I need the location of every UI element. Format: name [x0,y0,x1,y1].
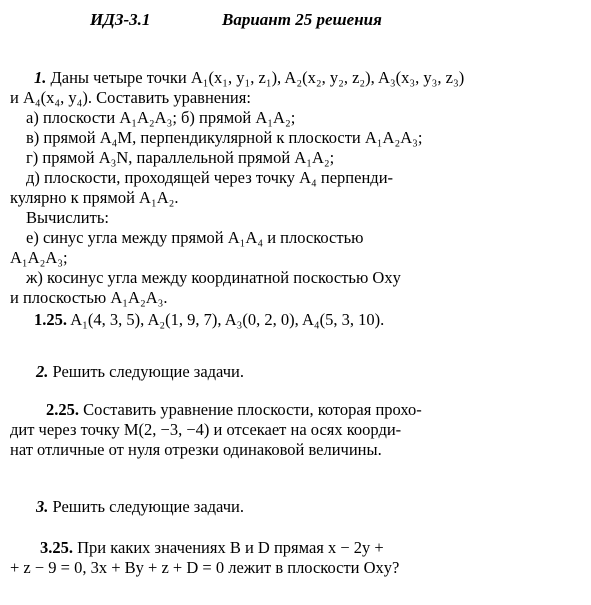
task-1-line-4: в) прямой A₄M, перпендикулярной к плоскости A₁A₂A₃; [26,128,423,147]
task-3-25 [10,538,526,578]
task-2-25-number: 2.25. [46,400,79,419]
task-1-line-10: A₁A₂A₃; [10,248,68,267]
task-1-line-11: ж) косинус угла между координатной поскостью Oxy [26,268,401,287]
task-3-number: 3. [36,497,49,516]
task-2-25-line-2: дит через точку M(2, −3, −4) и отсекает на осях коорди- [10,420,402,439]
task-2-25-line-1: Составить уравнение плоскости, которая прохо- [83,400,422,419]
document-header [90,10,382,30]
task-3-text: Решить следующие задачи. [52,497,244,516]
task-3 [36,497,244,517]
task-2-25-line-3: нат отличные от нуля отрезки одинаковой величины. [10,440,382,459]
task-1-25-number: 1.25. [34,310,67,329]
task-1-25-points: A₁(4, 3, 5), A₂(1, 9, 7), A₃(0, 2, 0), A₄(5, 3, 10). [70,310,385,329]
task-1 [10,68,582,308]
task-1-line-7: кулярно к прямой A₁A₂. [10,188,179,207]
task-3-25-line-2: + z − 9 = 0, 3x + By + z + D = 0 лежит в плоскости Oxy? [10,558,400,577]
task-1-line-12: и плоскостью A₁A₂A₃. [10,288,168,307]
task-1-25 [34,310,384,330]
variant-label: Вариант 25 решения [222,10,382,29]
task-1-line-6: д) плоскости, проходящей через точку A₄ перпенди- [26,168,394,187]
task-1-line-8: Вычислить: [26,208,109,227]
task-3-25-line-1: При каких значениях B и D прямая x − 2y + [77,538,384,557]
task-2-25 [10,400,526,460]
task-2 [36,362,244,382]
task-1-line-5: г) прямой A₃N, параллельной прямой A₁A₂; [26,148,335,167]
task-1-line-1: 1. Даны четыре точки A₁(x₁, y₁, z₁), A₂(x₂, y₂, z₂), A₃(x₃, y₃, z₃) [34,68,465,87]
document-title: ИДЗ-3.1 [90,10,151,29]
task-2-number: 2. [36,362,49,381]
task-1-line-2: и A₄(x₄, y₄). Составить уравнения: [10,88,251,107]
task-1-line-3: а) плоскости A₁A₂A₃; б) прямой A₁A₂; [26,108,296,127]
task-2-text: Решить следующие задачи. [52,362,244,381]
task-3-25-number: 3.25. [40,538,73,557]
task-1-line-9: е) синус угла между прямой A₁A₄ и плоскостью [26,228,364,247]
